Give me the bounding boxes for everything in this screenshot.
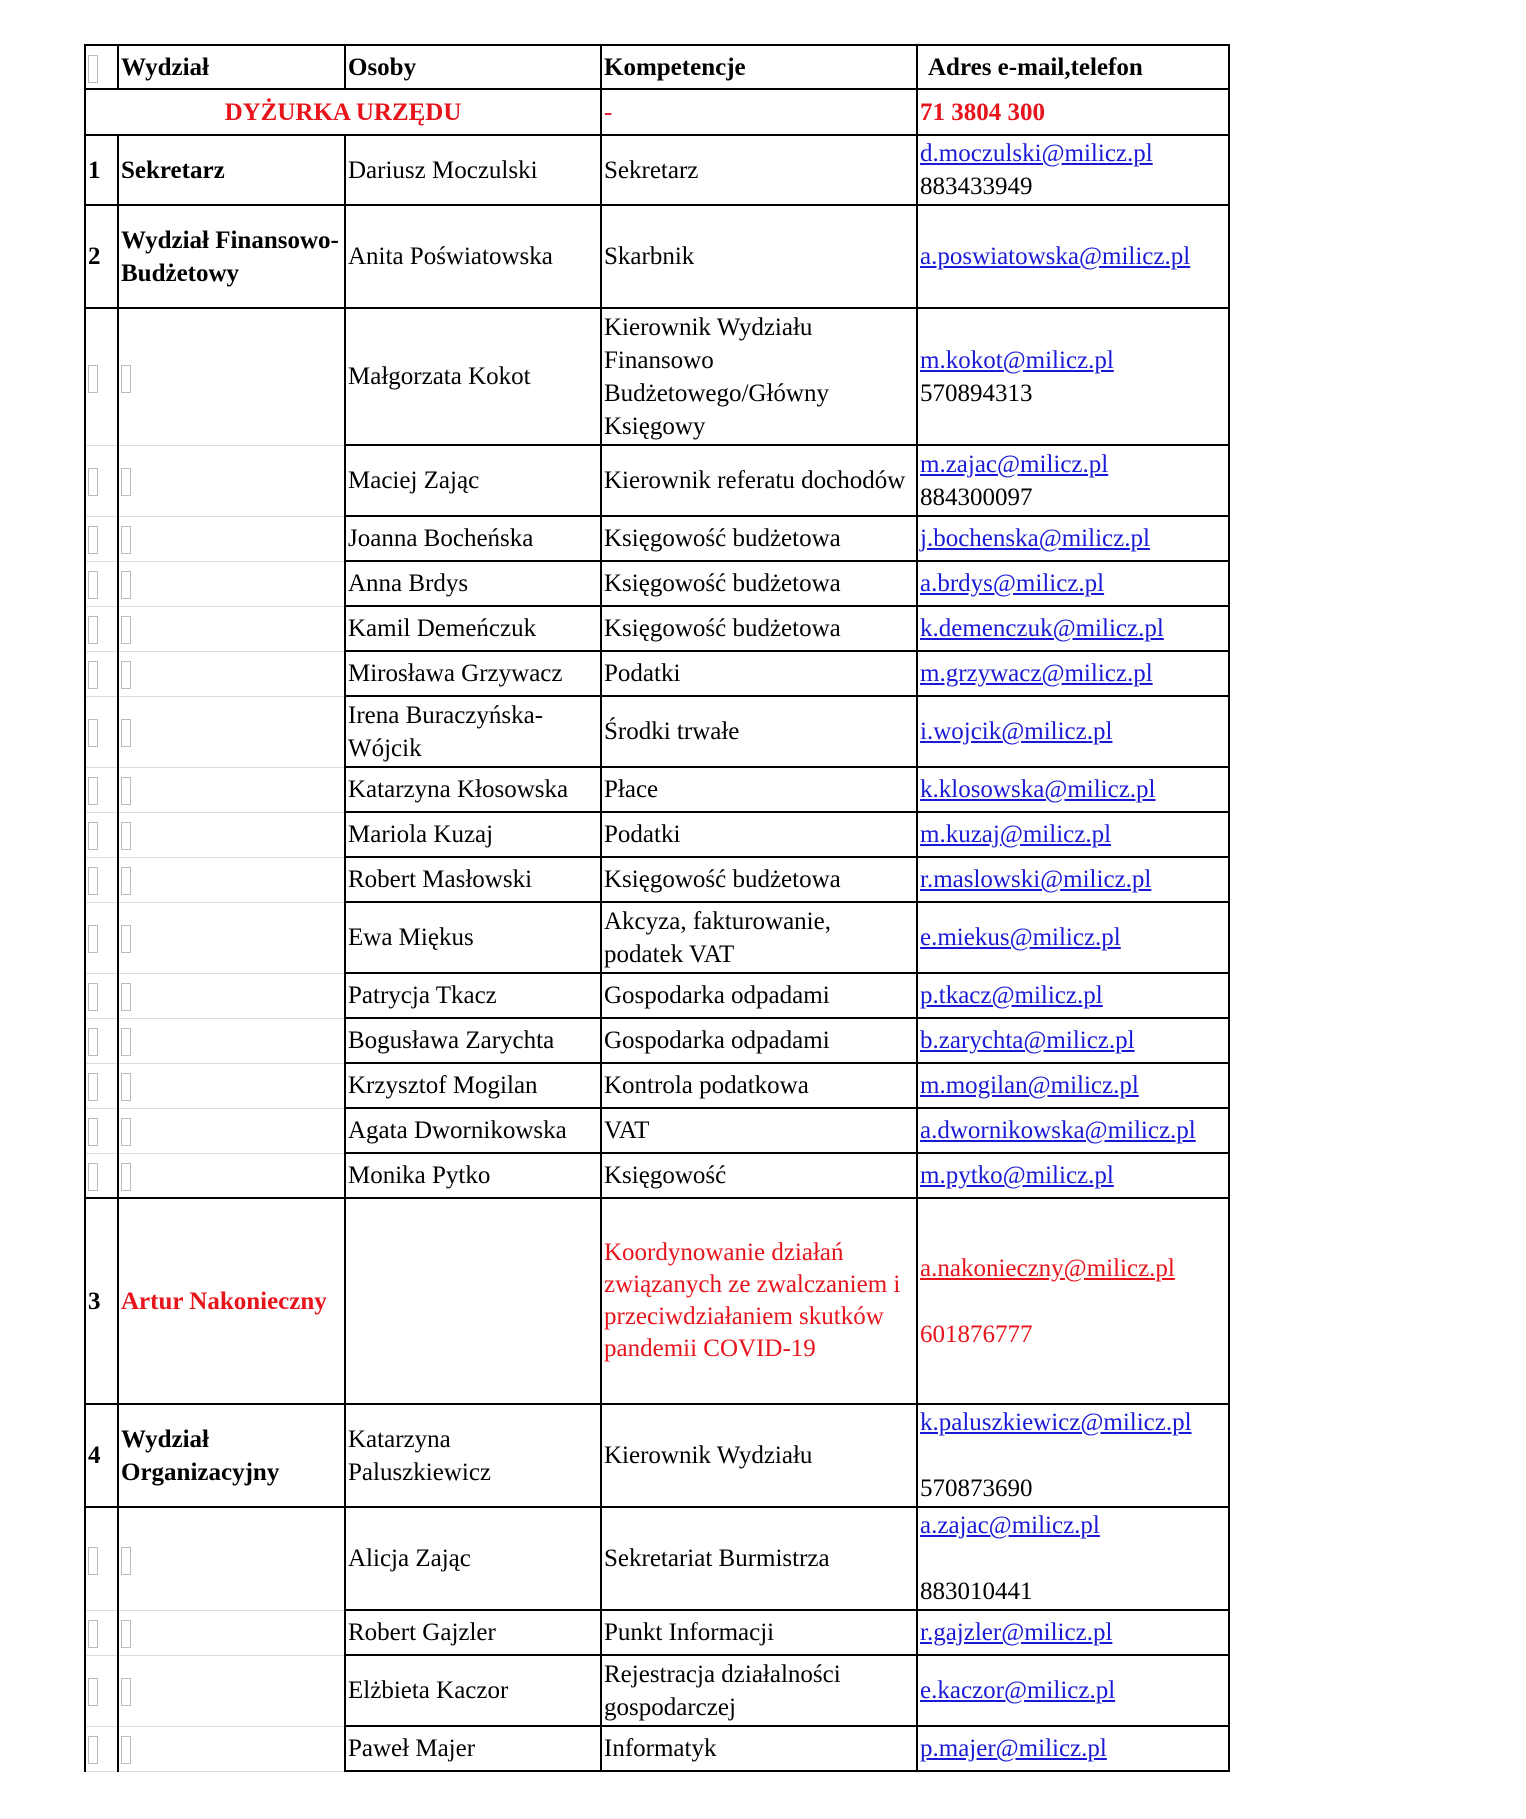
placeholder-glyph-icon: [121, 822, 131, 850]
section-dept: Sekretarz: [118, 135, 345, 205]
section-number: 1: [85, 135, 118, 205]
email-link[interactable]: r.maslowski@milicz.pl: [920, 866, 1152, 893]
contact-cell: [917, 812, 1229, 857]
email-link[interactable]: a.zajac@milicz.pl: [920, 1512, 1100, 1539]
row-marker-cell: [118, 857, 345, 902]
row-marker-cell: [85, 561, 118, 606]
phone-number: 884300097: [920, 483, 1033, 511]
contact-cell: [917, 516, 1229, 561]
contact-cell: [917, 205, 1229, 308]
person-name: Kamil Demeńczuk: [345, 606, 601, 651]
email-link[interactable]: a.poswiatowska@milicz.pl: [920, 243, 1191, 270]
person-role: Kontrola podatkowa: [601, 1063, 917, 1108]
person-name: Robert Masłowski: [345, 857, 601, 902]
placeholder-glyph-icon: [88, 1118, 98, 1146]
placeholder-glyph-icon: [88, 526, 98, 554]
email-link[interactable]: p.majer@milicz.pl: [920, 1735, 1107, 1762]
empty-cell: [345, 1198, 601, 1404]
row-marker-cell: [85, 1655, 118, 1726]
person-role: Sekretariat Burmistrza: [601, 1507, 917, 1610]
person-name: Paweł Majer: [345, 1726, 601, 1771]
section-dept: Wydział Finansowo-Budżetowy: [118, 205, 345, 308]
contact-cell: [917, 1018, 1229, 1063]
placeholder-glyph-icon: [88, 867, 98, 895]
contact-cell: [917, 857, 1229, 902]
placeholder-glyph-icon: [88, 616, 98, 644]
section-2-head-row: [85, 205, 1229, 308]
staff-row: [85, 1655, 1229, 1726]
person-name: Maciej Zając: [345, 445, 601, 516]
placeholder-glyph-icon: [121, 468, 131, 496]
row-marker-cell: [85, 308, 118, 445]
person-role: Skarbnik: [601, 205, 917, 308]
staff-directory-table: [84, 44, 1230, 1772]
person-name: Bogusława Zarychta: [345, 1018, 601, 1063]
contact-cell: [917, 1153, 1229, 1198]
placeholder-glyph-icon: [88, 1620, 98, 1648]
email-link[interactable]: p.tkacz@milicz.pl: [920, 982, 1103, 1009]
contact-cell: [917, 606, 1229, 651]
placeholder-glyph-icon: [121, 616, 131, 644]
placeholder-glyph-icon: [121, 925, 131, 953]
staff-row: [85, 1063, 1229, 1108]
placeholder-glyph-icon: [88, 1163, 98, 1191]
staff-row: [85, 857, 1229, 902]
staff-row: [85, 767, 1229, 812]
person-role: Punkt Informacji: [601, 1610, 917, 1655]
person-role: Akcyza, fakturowanie, podatek VAT: [601, 902, 917, 973]
email-link[interactable]: m.grzywacz@milicz.pl: [920, 660, 1153, 687]
duty-role: -: [601, 89, 917, 135]
placeholder-glyph-icon: [121, 1163, 131, 1191]
row-marker-cell: [118, 1018, 345, 1063]
staff-row: [85, 1153, 1229, 1198]
person-name: Robert Gajzler: [345, 1610, 601, 1655]
row-marker-cell: [118, 812, 345, 857]
placeholder-glyph-icon: [121, 1620, 131, 1648]
header-row: [85, 45, 1229, 89]
row-marker-cell: [118, 696, 345, 767]
email-link[interactable]: m.kuzaj@milicz.pl: [920, 821, 1112, 848]
placeholder-glyph-icon: [121, 365, 131, 393]
person-role: Księgowość budżetowa: [601, 606, 917, 651]
contact-cell: [917, 308, 1229, 445]
email-link[interactable]: k.klosowska@milicz.pl: [920, 776, 1156, 803]
placeholder-glyph-icon: [121, 1118, 131, 1146]
staff-row: [85, 1108, 1229, 1153]
person-name: Anna Brdys: [345, 561, 601, 606]
person-name: Patrycja Tkacz: [345, 973, 601, 1018]
duty-phone: 71 3804 300: [917, 89, 1229, 135]
placeholder-glyph-icon: [88, 1736, 98, 1764]
person-role: Księgowość budżetowa: [601, 857, 917, 902]
placeholder-glyph-icon: [88, 777, 98, 805]
email-link[interactable]: m.pytko@milicz.pl: [920, 1162, 1114, 1189]
staff-row: [85, 606, 1229, 651]
section-3-row: [85, 1198, 1229, 1404]
staff-row: [85, 1610, 1229, 1655]
placeholder-glyph-icon: [121, 983, 131, 1011]
contact-cell: [917, 135, 1229, 205]
header-people: Osoby: [345, 45, 601, 89]
staff-row: [85, 1507, 1229, 1610]
contact-cell: [917, 445, 1229, 516]
placeholder-glyph-icon: [88, 661, 98, 689]
person-name: Katarzyna Paluszkiewicz: [345, 1404, 601, 1507]
row-marker-cell: [118, 1153, 345, 1198]
person-role: Koordynowanie działań związanych ze zwalczaniem i przeciwdziałaniem skutków pandemii COVID-19: [601, 1198, 917, 1404]
header-index-cell: [85, 45, 118, 89]
email-link[interactable]: d.moczulski@milicz.pl: [920, 140, 1153, 167]
person-role: VAT: [601, 1108, 917, 1153]
person-role: Księgowość budżetowa: [601, 516, 917, 561]
staff-row: [85, 973, 1229, 1018]
phone-number: 570873690: [920, 1475, 1033, 1502]
person-role: Księgowość budżetowa: [601, 561, 917, 606]
duty-label: DYŻURKA URZĘDU: [85, 89, 601, 135]
person-role: Kierownik Wydziału: [601, 1404, 917, 1507]
placeholder-glyph-icon: [88, 1028, 98, 1056]
row-marker-cell: [85, 973, 118, 1018]
row-marker-cell: [118, 1507, 345, 1610]
section-number: 2: [85, 205, 118, 308]
row-marker-cell: [85, 902, 118, 973]
placeholder-glyph-icon: [88, 925, 98, 953]
person-name: Mirosława Grzywacz: [345, 651, 601, 696]
email-link[interactable]: e.miekus@milicz.pl: [920, 924, 1121, 951]
row-marker-cell: [85, 1018, 118, 1063]
person-name: Krzysztof Mogilan: [345, 1063, 601, 1108]
row-marker-cell: [118, 445, 345, 516]
contact-cell: [917, 973, 1229, 1018]
row-marker-cell: [118, 1726, 345, 1771]
row-marker-cell: [118, 308, 345, 445]
row-marker-cell: [118, 973, 345, 1018]
row-marker-cell: [85, 1108, 118, 1153]
row-marker-cell: [118, 561, 345, 606]
staff-row: [85, 812, 1229, 857]
section-number: 4: [85, 1404, 118, 1507]
person-name: Małgorzata Kokot: [345, 308, 601, 445]
placeholder-glyph-icon: [121, 1028, 131, 1056]
contact-cell: [917, 767, 1229, 812]
row-marker-cell: [85, 1610, 118, 1655]
contact-cell: [917, 1198, 1229, 1404]
person-role: Kierownik Wydziału Finansowo Budżetowego/Główny Księgowy: [601, 308, 917, 445]
person-role: Podatki: [601, 812, 917, 857]
person-role: Sekretarz: [601, 135, 917, 205]
duty-row: [85, 89, 1229, 135]
person-name: Monika Pytko: [345, 1153, 601, 1198]
contact-cell: [917, 696, 1229, 767]
staff-row: [85, 308, 1229, 445]
person-role: Księgowość: [601, 1153, 917, 1198]
row-marker-cell: [118, 767, 345, 812]
placeholder-glyph-icon: [88, 1073, 98, 1101]
row-marker-cell: [85, 1507, 118, 1610]
section-dept: Wydział Organizacyjny: [118, 1404, 345, 1507]
staff-row: [85, 445, 1229, 516]
phone-number: 883010441: [920, 1578, 1033, 1605]
email-link[interactable]: k.demenczuk@milicz.pl: [920, 615, 1164, 642]
placeholder-glyph-icon: [88, 1547, 98, 1575]
staff-row: [85, 516, 1229, 561]
placeholder-glyph-icon: [88, 55, 98, 83]
section-4-staff: [85, 1507, 1229, 1771]
header-dept: Wydział: [118, 45, 345, 89]
placeholder-glyph-icon: [121, 867, 131, 895]
row-marker-cell: [118, 1655, 345, 1726]
row-marker-cell: [85, 1063, 118, 1108]
person-role: Rejestracja działalności gospodarczej: [601, 1655, 917, 1726]
row-marker-cell: [85, 651, 118, 696]
placeholder-glyph-icon: [121, 661, 131, 689]
contact-cell: [917, 902, 1229, 973]
row-marker-cell: [118, 1108, 345, 1153]
section-2-staff: [85, 308, 1229, 1198]
email-link[interactable]: a.brdys@milicz.pl: [920, 570, 1105, 597]
placeholder-glyph-icon: [88, 468, 98, 496]
person-name: Alicja Zając: [345, 1507, 601, 1610]
email-link[interactable]: a.dwornikowska@milicz.pl: [920, 1117, 1196, 1144]
row-marker-cell: [85, 812, 118, 857]
person-role: Płace: [601, 767, 917, 812]
row-marker-cell: [85, 767, 118, 812]
row-marker-cell: [118, 606, 345, 651]
row-marker-cell: [118, 516, 345, 561]
section-number: 3: [85, 1198, 118, 1404]
person-name: Dariusz Moczulski: [345, 135, 601, 205]
placeholder-glyph-icon: [88, 822, 98, 850]
contact-cell: [917, 1726, 1229, 1771]
staff-row: [85, 1726, 1229, 1771]
email-link[interactable]: m.kokot@milicz.pl: [920, 346, 1114, 374]
contact-cell: [917, 1507, 1229, 1610]
row-marker-cell: [85, 606, 118, 651]
contact-cell: [917, 1610, 1229, 1655]
email-link[interactable]: k.paluszkiewicz@milicz.pl: [920, 1409, 1192, 1436]
row-marker-cell: [118, 1063, 345, 1108]
contact-cell: [917, 1655, 1229, 1726]
person-name: Ewa Miękus: [345, 902, 601, 973]
staff-row: [85, 651, 1229, 696]
person-name: Mariola Kuzaj: [345, 812, 601, 857]
person-name: Katarzyna Kłosowska: [345, 767, 601, 812]
phone-number: 570894313: [920, 379, 1033, 407]
person-role: Kierownik referatu dochodów: [601, 445, 917, 516]
row-marker-cell: [85, 445, 118, 516]
section-person: Artur Nakonieczny: [118, 1198, 345, 1404]
email-link[interactable]: m.zajac@milicz.pl: [920, 450, 1109, 478]
phone-number: 883433949: [920, 173, 1033, 200]
email-link[interactable]: m.mogilan@milicz.pl: [920, 1072, 1139, 1099]
person-name: Agata Dwornikowska: [345, 1108, 601, 1153]
placeholder-glyph-icon: [121, 571, 131, 599]
staff-row: [85, 1018, 1229, 1063]
placeholder-glyph-icon: [88, 571, 98, 599]
row-marker-cell: [85, 696, 118, 767]
placeholder-glyph-icon: [121, 777, 131, 805]
person-role: Gospodarka odpadami: [601, 1018, 917, 1063]
row-marker-cell: [118, 1610, 345, 1655]
person-role: Gospodarka odpadami: [601, 973, 917, 1018]
person-name: Elżbieta Kaczor: [345, 1655, 601, 1726]
contact-cell: [917, 1063, 1229, 1108]
contact-cell: [917, 1404, 1229, 1507]
header-contact: Adres e-mail,telefon: [917, 45, 1229, 89]
section-4-head-row: [85, 1404, 1229, 1507]
contact-cell: [917, 1108, 1229, 1153]
staff-row: [85, 561, 1229, 606]
row-marker-cell: [85, 1726, 118, 1771]
person-name: Anita Poświatowska: [345, 205, 601, 308]
row-marker-cell: [85, 857, 118, 902]
placeholder-glyph-icon: [121, 1736, 131, 1764]
person-name: Irena Buraczyńska-Wójcik: [345, 696, 601, 767]
placeholder-glyph-icon: [88, 719, 98, 747]
placeholder-glyph-icon: [88, 983, 98, 1011]
section-1-row: [85, 135, 1229, 205]
email-link[interactable]: j.bochenska@milicz.pl: [920, 525, 1150, 552]
staff-row: [85, 696, 1229, 767]
contact-cell: [917, 561, 1229, 606]
person-name: Joanna Bocheńska: [345, 516, 601, 561]
email-link[interactable]: a.nakonieczny@milicz.pl: [920, 1254, 1175, 1282]
row-marker-cell: [118, 902, 345, 973]
person-role: Środki trwałe: [601, 696, 917, 767]
email-link[interactable]: r.gajzler@milicz.pl: [920, 1619, 1113, 1646]
placeholder-glyph-icon: [88, 1678, 98, 1706]
placeholder-glyph-icon: [88, 365, 98, 393]
email-link[interactable]: b.zarychta@milicz.pl: [920, 1027, 1135, 1054]
email-link[interactable]: i.wojcik@milicz.pl: [920, 718, 1113, 745]
header-competencies: Kompetencje: [601, 45, 917, 89]
phone-number: 601876777: [920, 1320, 1033, 1348]
placeholder-glyph-icon: [121, 526, 131, 554]
person-role: Podatki: [601, 651, 917, 696]
email-link[interactable]: e.kaczor@milicz.pl: [920, 1677, 1116, 1704]
row-marker-cell: [85, 516, 118, 561]
placeholder-glyph-icon: [121, 1678, 131, 1706]
contact-cell: [917, 651, 1229, 696]
row-marker-cell: [85, 1153, 118, 1198]
placeholder-glyph-icon: [121, 719, 131, 747]
placeholder-glyph-icon: [121, 1547, 131, 1575]
staff-row: [85, 902, 1229, 973]
person-role: Informatyk: [601, 1726, 917, 1771]
placeholder-glyph-icon: [121, 1073, 131, 1101]
row-marker-cell: [118, 651, 345, 696]
